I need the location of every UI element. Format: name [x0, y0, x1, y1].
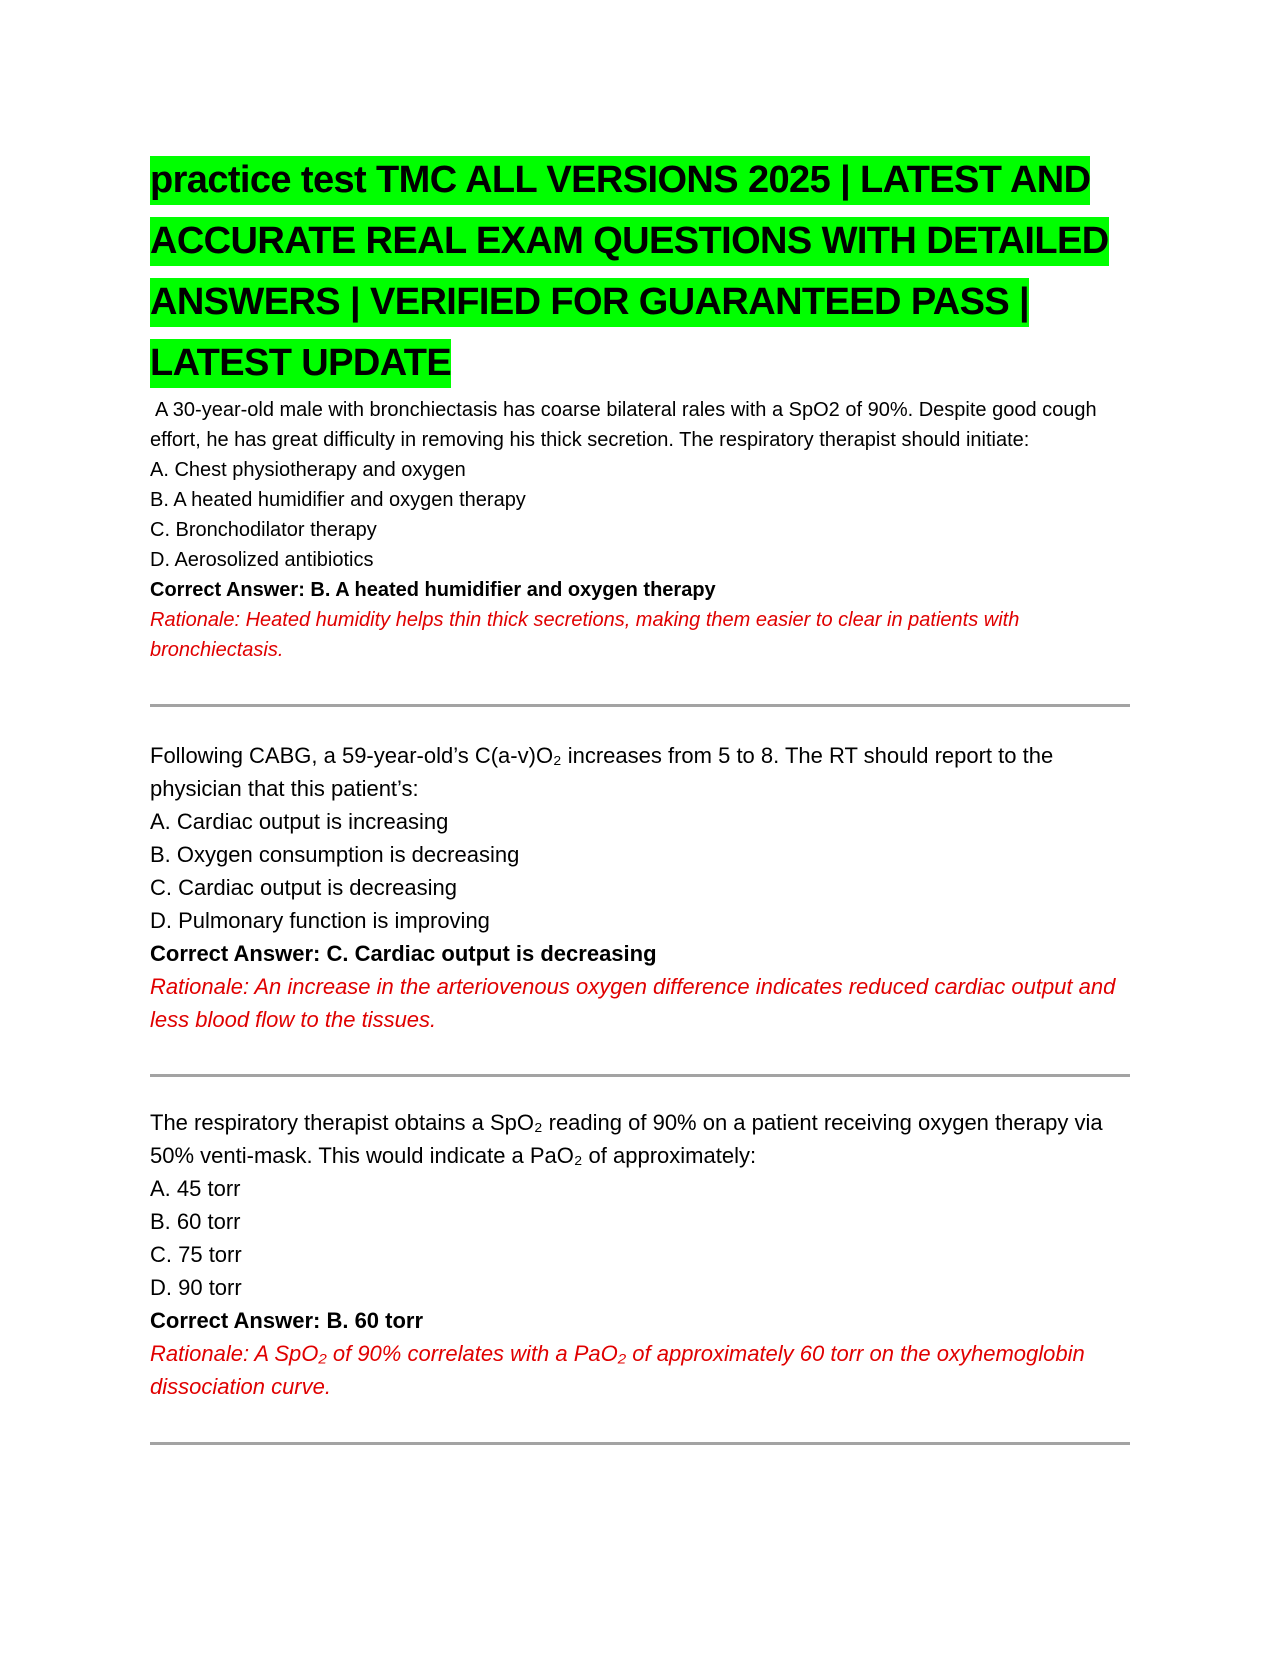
option-d: D. 90 torr [150, 1275, 242, 1300]
option-d: D. Aerosolized antibiotics [150, 549, 374, 571]
rationale: Rationale: A SpO₂ of 90% correlates with a PaO₂ of approximately 60 torr on the oxyhemoglobin dissociation curve. [150, 1341, 1085, 1399]
correct-answer: Correct Answer: C. Cardiac output is decreasing [150, 941, 657, 966]
question-stem: The respiratory therapist obtains a SpO₂ reading of 90% on a patient receiving oxygen therapy via 50% venti-mask. This would indicate a PaO₂ of approximately: [150, 1110, 1103, 1168]
option-c: C. Cardiac output is decreasing [150, 875, 457, 900]
document-page [150, 150, 1130, 1445]
question-2 [150, 739, 1130, 1036]
correct-answer: Correct Answer: B. 60 torr [150, 1308, 424, 1333]
option-b: B. A heated humidifier and oxygen therapy [150, 489, 526, 511]
option-c: C. Bronchodilator therapy [150, 519, 377, 541]
section-divider [150, 1074, 1130, 1077]
question-stem: A 30-year-old male with bronchiectasis has coarse bilateral rales with a SpO2 of 90%. Despite good cough effort, he has great difficulty in removing his thick secretion. The respiratory therapist should initiate: [150, 399, 1097, 451]
option-c: C. 75 torr [150, 1242, 242, 1267]
section-divider [150, 704, 1130, 707]
option-b: B. 60 torr [150, 1209, 241, 1234]
correct-answer: Correct Answer: B. A heated humidifier and oxygen therapy [150, 579, 716, 601]
document-title [150, 150, 1130, 394]
title-highlight: practice test TMC ALL VERSIONS 2025 | LATEST AND ACCURATE REAL EXAM QUESTIONS WITH DETAILED ANSWERS | VERIFIED FOR GUARANTEED PASS | LATEST UPDATE [150, 156, 1109, 388]
option-d: D. Pulmonary function is improving [150, 908, 490, 933]
question-stem: Following CABG, a 59-year-old’s C(a-v)O₂ increases from 5 to 8. The RT should report to the physician that this patient’s: [150, 743, 1054, 801]
option-b: B. Oxygen consumption is decreasing [150, 842, 520, 867]
section-divider [150, 1442, 1130, 1445]
question-3 [150, 1106, 1130, 1403]
question-1 [150, 395, 1130, 665]
rationale: Rationale: Heated humidity helps thin thick secretions, making them easier to clear in patients with bronchiectasis. [150, 609, 1020, 661]
option-a: A. 45 torr [150, 1176, 241, 1201]
option-a: A. Cardiac output is increasing [150, 809, 449, 834]
option-a: A. Chest physiotherapy and oxygen [150, 459, 466, 481]
rationale: Rationale: An increase in the arteriovenous oxygen difference indicates reduced cardiac output and less blood flow to the tissues. [150, 974, 1116, 1032]
